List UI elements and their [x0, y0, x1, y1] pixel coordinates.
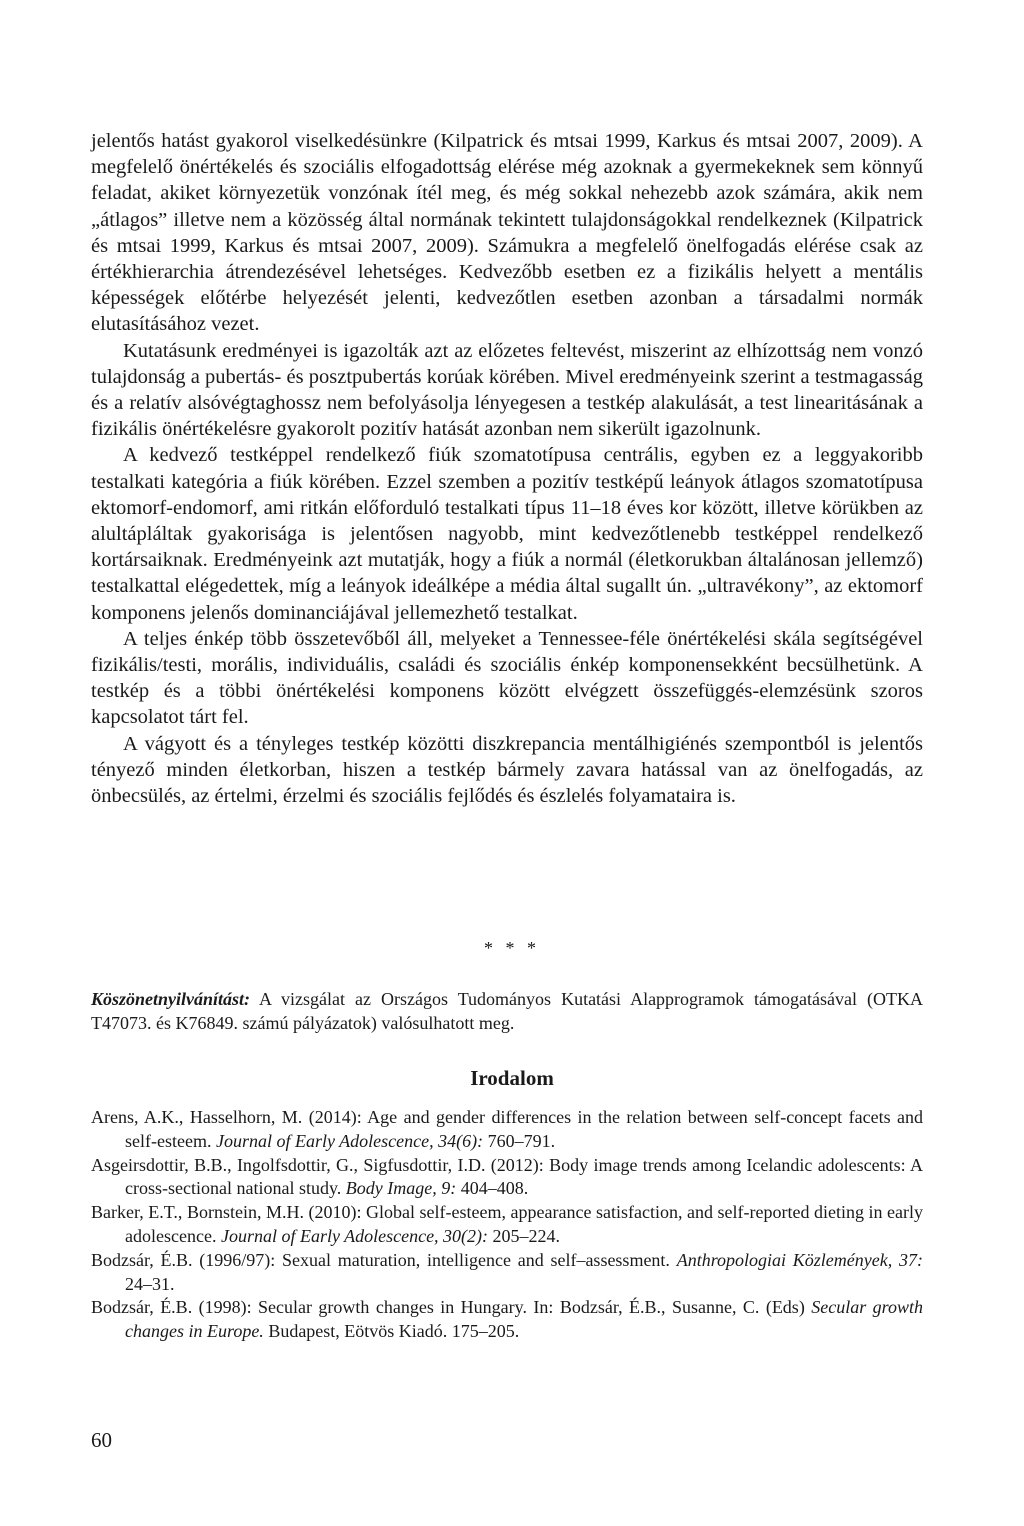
paragraph-1: jelentős hatást gyakorol viselkedésünkre (Kilpatrick és mtsai 1999, Karkus és mtsai 2007, 2009). A megfelelő önértékelés és szociális elfogadottság elérése még azoknak a gyermekeknek sem könnyű feladat, akiket környezetük vonzónak ítél meg, és még sokkal nehezebb azok számára, akik nem „átlagos” illetve nem a közösség által normának tekintett tulajdonságokkal rendelkeznek (Kilpatrick és mtsai 1999, Karkus és mtsai 2007, 2009). Számukra a megfelelő önelfogadás elérése csak az értékhierarchia átrendezésével lehetséges. Kedvezőbb esetben ez a fizikális helyett a mentális képességek előtérbe helyezését jelenti, kedvezőtlen esetben azonban a társadalmi normák elutasításához vezet.: [91, 130, 923, 336]
reference-journal: Body Image, 9:: [345, 1178, 457, 1199]
acknowledgement-text: A vizsgálat az Országos Tudományos Kutatási Alapprogramok támogatásával (OTKA T47073. és K76849. számú pályázatok) valósulhatott meg.: [91, 989, 923, 1033]
reference-item: [91, 1296, 923, 1344]
paragraph-2: Kutatásunk eredményei is igazolták azt az előzetes feltevést, miszerint az elhízottság nem vonzó tulajdonság a pubertás- és posztpubertás korúak körében. Mivel eredményeink szerint a testmagasság és a relatív alsóvégtaghossz nem befolyásolja lényegesen a testkép alakulását, a test linearitásának a fizikális önértékelésre gyakorolt pozitív hatását azonban nem sikerült igazolnunk.: [91, 339, 923, 441]
reference-pages: Budapest, Eötvös Kiadó. 175–205.: [263, 1321, 520, 1342]
reference-authors-title: Bodzsár, É.B. (1998): Secular growth changes in Hungary. In: Bodzsár, É.B., Susanne, C. (Eds): [91, 1297, 812, 1318]
paragraph-5: A vágyott és a tényleges testkép közötti diszkrepancia mentálhigiénés szempontból is jelentős tényező minden életkorban, hiszen a testkép bármely zavara hatással van az önelfogadás, az önbecsülés, az értelmi, érzelmi és szociális fejlődés és észlelés folyamataira is.: [91, 732, 923, 808]
reference-pages: 760–791.: [483, 1130, 556, 1151]
reference-item: [91, 1249, 923, 1297]
reference-pages: 24–31.: [125, 1273, 175, 1294]
body-text: [91, 128, 923, 809]
references-heading: Irodalom: [470, 1066, 554, 1090]
reference-journal: Journal of Early Adolescence, 30(2):: [220, 1225, 489, 1246]
reference-pages: 205–224.: [488, 1225, 561, 1246]
reference-journal: Secular growth changes in Europe.: [125, 1297, 923, 1342]
reference-authors-title: Bodzsár, É.B. (1996/97): Sexual maturation, intelligence and self–assessment.: [91, 1249, 677, 1270]
reference-pages: 404–408.: [456, 1178, 529, 1199]
paragraph-4: A teljes énkép több összetevőből áll, melyeket a Tennessee-féle önértékelési skála segítségével fizikális/testi, morális, individuális, családi és szociális énkép komponensekként becsülhetünk. A testkép és a többi önértékelési komponens között elvégzett összefüggés-elemzésünk szoros kapcsolatot tárt fel.: [91, 627, 923, 729]
section-separator: * * *: [484, 938, 540, 958]
references-list: [91, 1106, 923, 1344]
reference-authors-title: Arens, A.K., Hasselhorn, M. (2014): Age and gender differences in the relation between self-concept facets and self-esteem.: [91, 1107, 923, 1151]
page-number: 60: [91, 1428, 112, 1452]
paragraph-3: A kedvező testképpel rendelkező fiúk szomatotípusa centrális, egyben ez a leggyakoribb testalkati kategória a fiúk körében. Ezzel szemben a pozitív testképű leányok átlagos szomatotípusa ektomorf-endomorf, ami ritkán előforduló testalkati típus 11–18 éves kor között, illetve körükben az alultápláltak gyakorisága is jelentősen nagyobb, mint kedvezőtlenebb testképpel rendelkező kortársaiknak. Eredményeink azt mutatják, hogy a fiúk a normál (életkorukban általánosan jellemző) testalkattal elégedettek, míg a leányok ideálképe a média által sugallt ún. „ultravékony”, az ektomorf komponens jelenős dominanciájával jellemezhető testalkat.: [91, 444, 923, 624]
reference-item: [91, 1106, 923, 1154]
acknowledgement: [91, 988, 923, 1035]
reference-authors-title: Asgeirsdottir, B.B., Ingolfsdottir, G., Sigfusdottir, I.D. (2012): Body image trends among Icelandic adolescents: A cross-sectional national study.: [91, 1154, 923, 1199]
reference-journal: Journal of Early Adolescence, 34(6):: [215, 1130, 484, 1151]
reference-journal: Anthropologiai Közlemények, 37:: [676, 1249, 923, 1270]
reference-item: [91, 1201, 923, 1249]
acknowledgement-label: Köszönetnyilvánítást:: [91, 989, 251, 1009]
reference-item: [91, 1154, 923, 1202]
reference-authors-title: Barker, E.T., Bornstein, M.H. (2010): Global self-esteem, appearance satisfaction, and self-reported dieting in early adolescence.: [91, 1202, 923, 1246]
